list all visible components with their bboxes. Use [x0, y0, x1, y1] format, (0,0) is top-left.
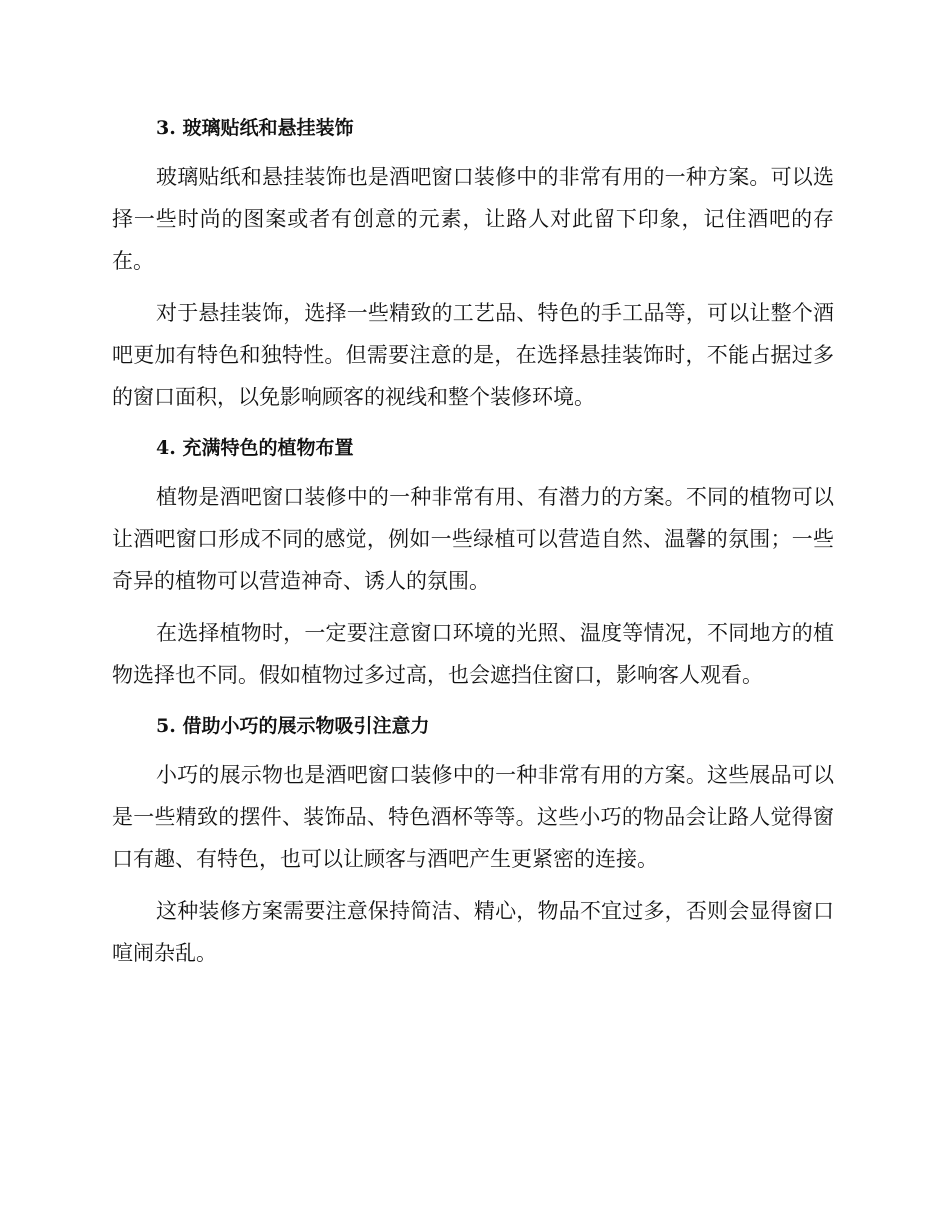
section-3-paragraph-2: 对于悬挂装饰，选择一些精致的工艺品、特色的手工品等，可以让整个酒吧更加有特色和独特性。但需要注意的是，在选择悬挂装饰时，不能占据过多的窗口面积，以免影响顾客的视线和整个装修环境。: [112, 301, 834, 409]
document-body: [112, 110, 834, 974]
section-5-paragraph-1: 小巧的展示物也是酒吧窗口装修中的一种非常有用的方案。这些展品可以是一些精致的摆件、装饰品、特色酒杯等等。这些小巧的物品会让路人觉得窗口有趣、有特色，也可以让顾客与酒吧产生更紧密的连接。: [112, 763, 834, 871]
section-4-paragraph-2: 在选择植物时，一定要注意窗口环境的光照、温度等情况，不同地方的植物选择也不同。假如植物过多过高，也会遮挡住窗口，影响客人观看。: [112, 621, 834, 687]
section-5-paragraph-2: 这种装修方案需要注意保持简洁、精心，物品不宜过多，否则会显得窗口喧闹杂乱。: [112, 899, 834, 965]
section-heading-3: 3. 玻璃贴纸和悬挂装饰: [156, 117, 354, 139]
section-heading-5: 5. 借助小巧的展示物吸引注意力: [156, 715, 430, 737]
section-4-paragraph-1: 植物是酒吧窗口装修中的一种非常有用、有潜力的方案。不同的植物可以让酒吧窗口形成不同的感觉，例如一些绿植可以营造自然、温馨的氛围；一些奇异的植物可以营造神奇、诱人的氛围。: [112, 485, 834, 593]
section-3-paragraph-1: 玻璃贴纸和悬挂装饰也是酒吧窗口装修中的非常有用的一种方案。可以选择一些时尚的图案或者有创意的元素，让路人对此留下印象，记住酒吧的存在。: [112, 165, 834, 273]
section-heading-4: 4. 充满特色的植物布置: [156, 437, 354, 459]
